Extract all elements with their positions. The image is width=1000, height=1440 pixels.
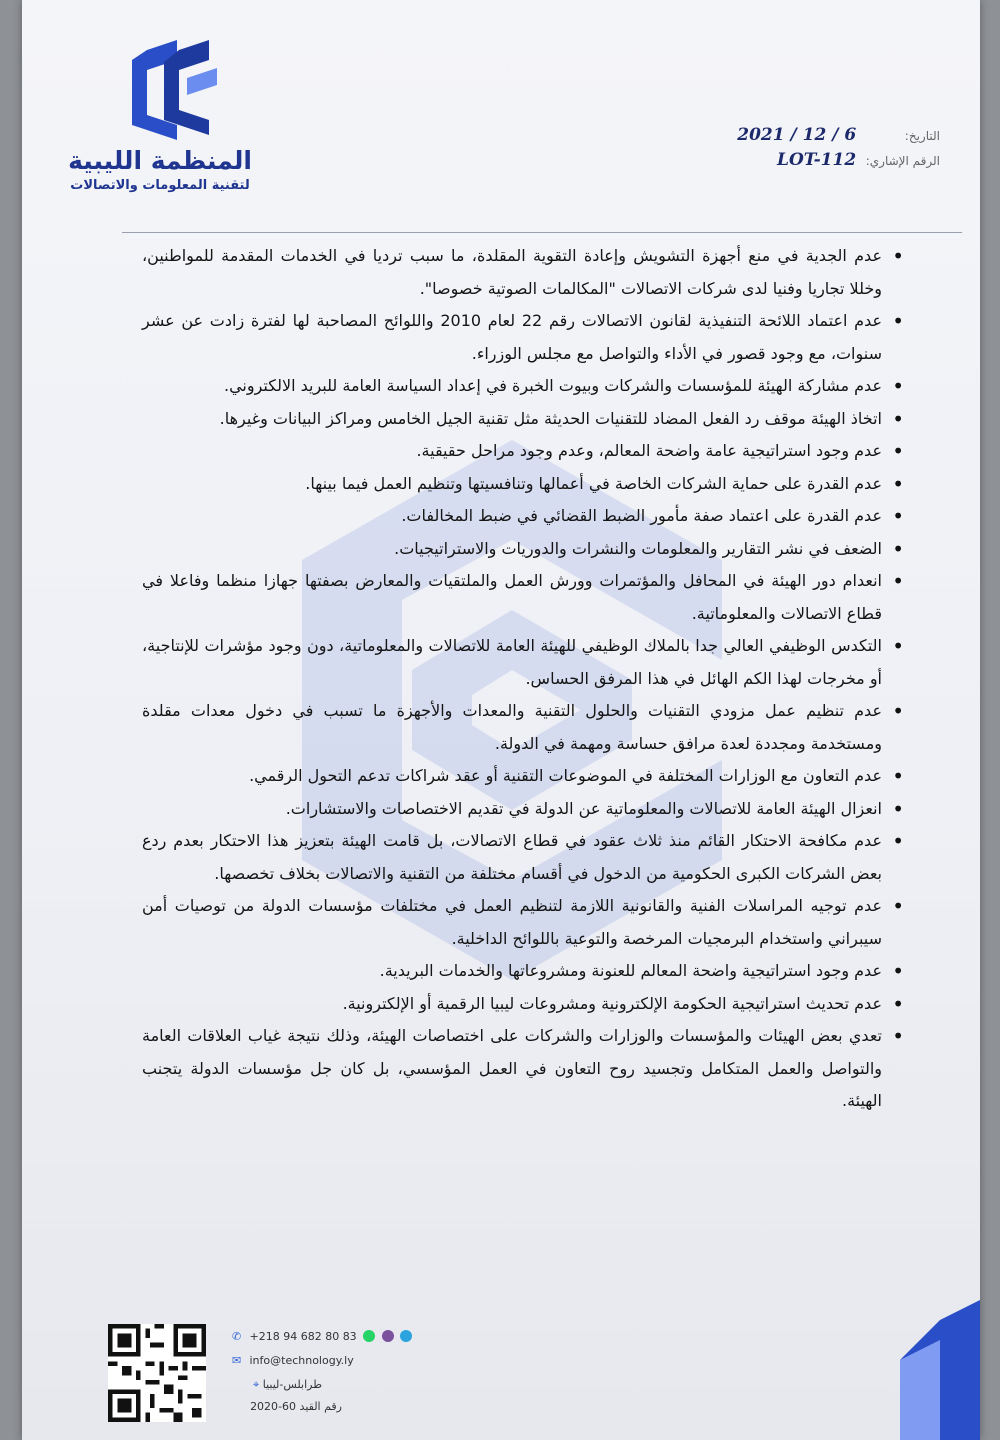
reference-value: LOT-112 <box>777 150 857 170</box>
list-item: • عدم الجدية في منع أجهزة التشويش وإعادة التقوية المقلدة، ما سبب ترديا في الخدمات المقدمة للمواطنين، وخللا تجاريا وفنيا لدى شركات الاتصالات "المكالمات الصوتية خصوصا". <box>142 240 882 305</box>
viber-icon <box>382 1330 394 1342</box>
list-item: • عدم مكافحة الاحتكار القائم منذ ثلاث عقود في قطاع الاتصالات، بل قامت الهيئة بتعزيز هذا الاحتكار بعدم ردع بعض الشركات الكبرى الحكومية من الدخول في أقسام مختلفة من التقنية والاتصالات بخلاف تخصصها. <box>142 825 882 890</box>
email-row <box>232 1354 432 1367</box>
registration-number: رقم القيد 60-2020 <box>250 1400 342 1413</box>
list-item: • عدم تنظيم عمل مزودي التقنيات والحلول التقنية والمعدات والأجهزة ما تسبب في دخول معدات مقلدة ومستخدمة ومجددة لعدة مرافق حساسة ومهمة في الدولة. <box>142 695 882 760</box>
list-item: • الضعف في نشر التقارير والمعلومات والنشرات والدوريات والاستراتيجيات. <box>142 533 882 566</box>
list-item: • انعزال الهيئة العامة للاتصالات والمعلوماتية عن الدولة في تقديم الاختصاصات والاستشارات. <box>142 793 882 826</box>
list-item: • عدم التعاون مع الوزارات المختلفة في الموضوعات التقنية أو عقد شراكات تدعم التحول الرقمي. <box>142 760 882 793</box>
qr-code-icon <box>108 1324 206 1422</box>
list-item: • عدم وجود استراتيجية عامة واضحة المعالم، وعدم وجود مراحل حقيقية. <box>142 435 882 468</box>
city-name: طرابلس-ليبيا <box>262 1378 322 1391</box>
reference-row <box>680 150 940 170</box>
email-icon: ✉ <box>232 1354 242 1367</box>
date-row <box>680 125 940 145</box>
date-value: 2021 / 12 / 6 <box>737 125 857 145</box>
issues-list <box>142 240 882 1118</box>
list-item: • التكدس الوظيفي العالي جدا بالملاك الوظيفي للهيئة العامة للاتصالات والمعلوماتية، دون وجود مؤشرات للإنتاجية، أو مخرجات لهذا الكم الهائل في هذا المرفق الحساس. <box>142 630 882 695</box>
phone-row <box>232 1330 432 1343</box>
list-item: • انعدام دور الهيئة في المحافل والمؤتمرات وورش العمل والملتقيات والمعارض بصفتها جهازا منظما وفاعلا في قطاع الاتصالات والمعلوماتية. <box>142 565 882 630</box>
whatsapp-icon <box>363 1330 375 1342</box>
corner-decoration-icon <box>840 1300 980 1440</box>
letter-page <box>22 0 980 1440</box>
letter-footer <box>82 1320 682 1430</box>
list-item: • تعدي بعض الهيئات والمؤسسات والوزارات والشركات على اختصاصات الهيئة، وذلك نتيجة غياب العلاقات العامة والتواصل والعمل المتكامل وتجسيد روح التعاون في العمل المؤسسي، بل كان جل مؤسسات الدولة يتجنب الهيئة. <box>142 1020 882 1118</box>
phone-number: +218 94 682 80 83 <box>249 1330 357 1343</box>
list-item: • عدم القدرة على اعتماد صفة مأمور الضبط القضائي في ضبط المخالفات. <box>142 500 882 533</box>
date-label: التاريخ: <box>904 129 940 143</box>
list-item: • اتخاذ الهيئة موقف رد الفعل المضاد للتقنيات الحديثة مثل تقنية الجيل الخامس ومراكز البيانات وغيرها. <box>142 403 882 436</box>
registration-row <box>232 1400 342 1413</box>
list-item: • عدم القدرة على حماية الشركات الخاصة في أعمالها وتنافسيتها وتنظيم العمل فيما بينها. <box>142 468 882 501</box>
list-item: • عدم توجيه المراسلات الفنية والقانونية اللازمة لتنظيم العمل في مختلفات مؤسسات الدولة من توصيات أمن سيبراني واستخدام البرمجيات المرخصة والتوعية باللوائح الداخلية. <box>142 890 882 955</box>
org-logo-icon <box>117 40 227 140</box>
location-pin-icon: ⌖ <box>253 1378 260 1391</box>
list-item: • عدم تحديث استراتيجية الحكومة الإلكترونية ومشروعات ليبيا الرقمية أو الإلكترونية. <box>142 988 882 1021</box>
city-row <box>232 1378 322 1392</box>
letter-body <box>142 240 882 1118</box>
list-item: • عدم اعتماد اللائحة التنفيذية لقانون الاتصالات رقم 22 لعام 2010 واللوائح المصاحبة لها لفترة زادت عن عشر سنوات، مع وجود قصور في الأداء والتواصل مع مجلس الوزراء. <box>142 305 882 370</box>
org-name: المنظمة الليبية <box>68 146 252 175</box>
list-item: • عدم وجود استراتيجية واضحة المعالم للعنونة ومشروعاتها والخدمات البريدية. <box>142 955 882 988</box>
header-divider <box>122 232 962 233</box>
list-item: • عدم مشاركة الهيئة للمؤسسات والشركات وبيوت الخبرة في إعداد السياسة العامة للبريد الالكتروني. <box>142 370 882 403</box>
phone-icon: ✆ <box>232 1330 242 1343</box>
org-subtitle: لتقنية المعلومات والاتصالات <box>70 178 250 193</box>
reference-label: الرقم الإشاري: <box>865 154 940 168</box>
telegram-icon <box>400 1330 412 1342</box>
email-address: info@technology.ly <box>249 1354 354 1367</box>
